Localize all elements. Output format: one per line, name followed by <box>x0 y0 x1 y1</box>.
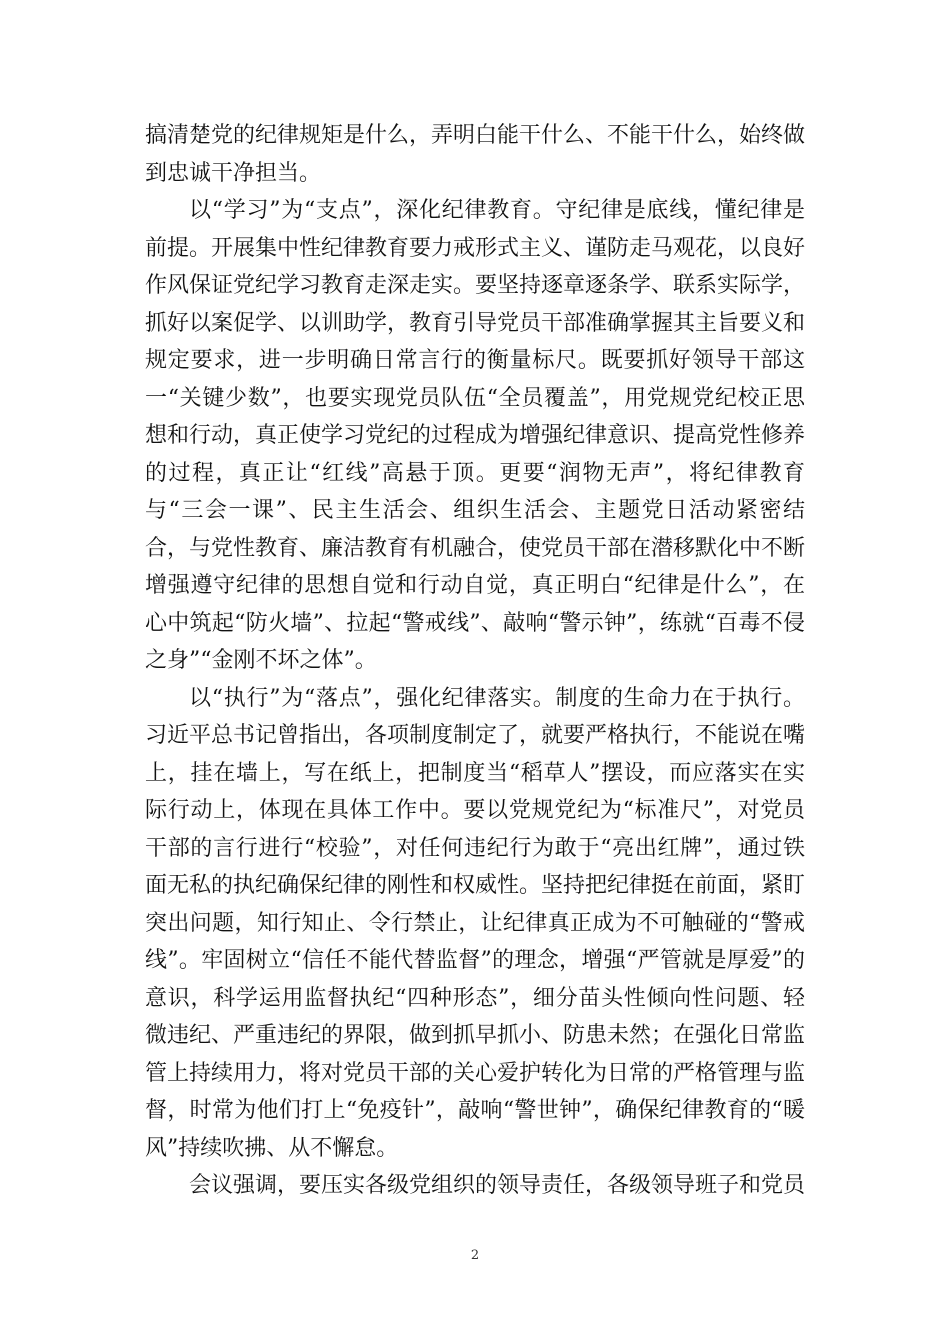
page-number: 2 <box>470 1248 480 1263</box>
paragraph-execution: 以“执行”为“落点”，强化纪律落实。制度的生命力在于执行。习近平总书记曾指出，各项制度制定了，就要严格执行，不能说在嘴上，挂在墙上，写在纸上，把制度当“稻草人”摆设，而应落实在实际行动上，体现在具体工作中。要以党规党纪为“标准尺”，对党员干部的言行进行“校验”，对任何违纪行为敢于“亮出红牌”，通过铁面无私的执纪确保纪律的刚性和权威性。坚持把纪律挺在前面，紧盯突出问题，知行知止、令行禁止，让纪律真正成为不可触碰的“警戒线”。牢固树立“信任不能代替监督”的理念，增强“严管就是厚爱”的意识，科学运用监督执纪“四种形态”，细分苗头性倾向性问题、轻微违纪、严重违纪的界限，做到抓早抓小、防患未然；在强化日常监管上持续用力，将对党员干部的关心爱护转化为日常的严格管理与监督，时常为他们打上“免疫针”，敲响“警世钟”，确保纪律教育的“暖风”持续吹拂、从不懈怠。 <box>145 685 806 1161</box>
paragraph-study: 以“学习”为“支点”，深化纪律教育。守纪律是底线，懂纪律是前提。开展集中性纪律教育要力戒形式主义、谨防走马观花，以良好作风保证党纪学习教育走深走实。要坚持逐章逐条学、联系实际学，抓好以案促学、以训助学，教育引导党员干部准确掌握其主旨要义和规定要求，进一步明确日常言行的衡量标尺。既要抓好领导干部这一“关键少数”，也要实现党员队伍“全员覆盖”，用党规党纪校正思想和行动，真正使学习党纪的过程成为增强纪律意识、提高党性修养的过程，真正让“红线”高悬于顶。更要“润物无声”，将纪律教育与“三会一课”、民主生活会、组织生活会、主题党日活动紧密结合，与党性教育、廉洁教育有机融合，使党员干部在潜移默化中不断增强遵守纪律的思想自觉和行动自觉，真正明白“纪律是什么”，在心中筑起“防火墙”、拉起“警戒线”、敲响“警示钟”，练就“百毒不侵之身”“金刚不坏之体”。 <box>145 198 806 673</box>
document-body <box>145 117 805 1205</box>
paragraph-continuation: 搞清楚党的纪律规矩是什么，弄明白能干什么、不能干什么，始终做到忠诚干净担当。 <box>145 123 806 186</box>
paragraph-meeting: 会议强调，要压实各级党组织的领导责任，各级领导班子和党员 <box>189 1173 806 1198</box>
